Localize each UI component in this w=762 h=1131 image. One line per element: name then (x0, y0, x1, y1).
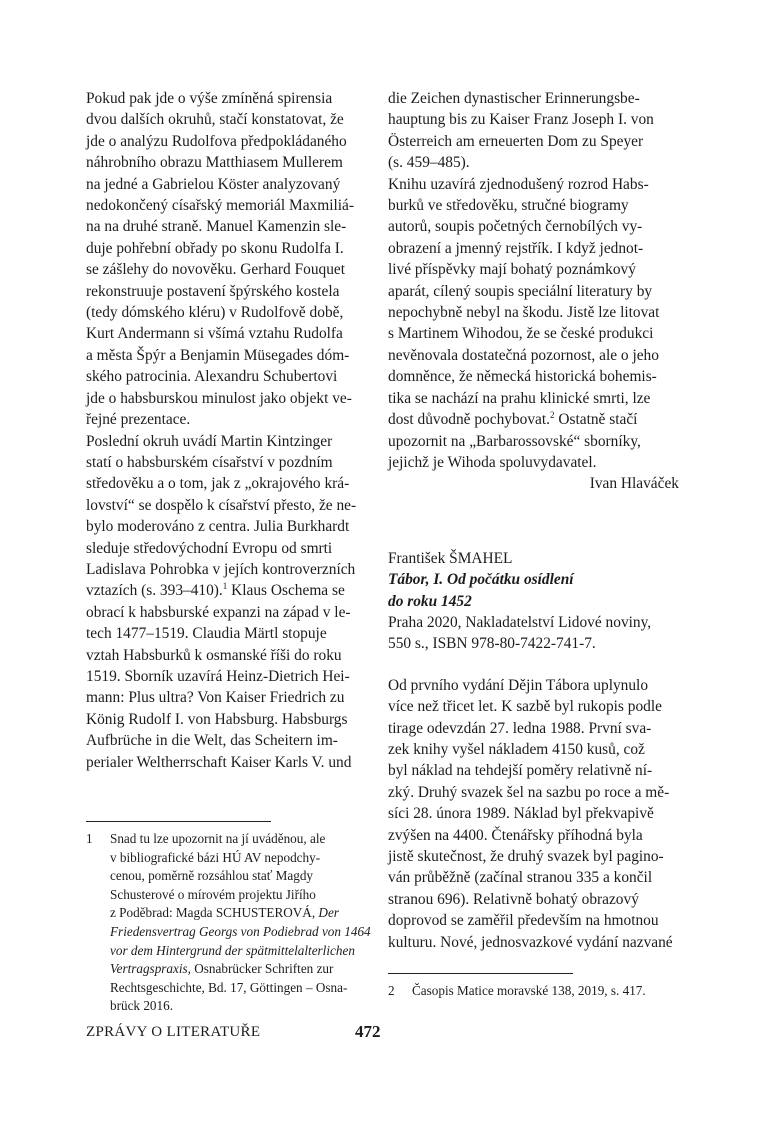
text-fragment: dost důvodně pochybovat. (388, 411, 551, 429)
text-line: perialer Weltherrschaft Kaiser Karls V. und (86, 753, 352, 771)
text-fragment: z Poděbrad: Magda SCHUSTEROVÁ, (110, 905, 316, 921)
text-line: jejichž je Wihoda spoluvydavatel. (388, 453, 597, 471)
text-line (86, 580, 377, 601)
author-first-name: František (388, 549, 446, 567)
right-paragraph-3 (388, 675, 679, 953)
text-line: aparát, cílený soupis speciální literatury by (388, 282, 653, 300)
author-last-name: ŠMAHEL (449, 549, 513, 567)
right-column (388, 88, 679, 1001)
text-line: cenou, poměrně rozsáhlou stať Magdy (110, 868, 314, 884)
text-line: nepochybně nebyl na škodu. Jistě lze litovat (388, 304, 660, 322)
publication-info: Praha 2020, Nakladatelství Lidové noviny, (388, 613, 652, 631)
text-line: lovství“ se dospělo k císařství přesto, že ne- (86, 496, 357, 514)
text-line: mann: Plus ultra? Von Kaiser Friedrich zu (86, 689, 345, 707)
footnote-number: 1 (86, 831, 93, 846)
footnote-2 (388, 982, 679, 1001)
review-signature: Ivan Hlaváček (589, 475, 679, 493)
text-line (110, 942, 377, 961)
text-line: zký. Druhý svazek šel na sazbu po roce a mě- (388, 783, 670, 801)
text-line: Rechtsgeschichte, Bd. 17, Göttingen – Osna- (110, 979, 348, 995)
text-line: Poslední okruh uvádí Martin Kintzinger (86, 432, 333, 450)
text-line: Aufbrüche in die Welt, das Scheitern im- (86, 732, 338, 750)
text-line: upozornit na „Barbarossovské“ sborníky, (388, 432, 641, 450)
footnote-marker-2[interactable]: 2 (550, 409, 555, 420)
left-paragraph-1 (86, 88, 377, 431)
text-line: síci 28. února 1989. Náklad byl překvapivě (388, 805, 654, 823)
text-line: (tedy dómského kléru) v Rudolfově době, (86, 304, 344, 322)
text-line: ván průběžně (začínal stranou 335 a končil (388, 869, 653, 887)
text-line: hauptung bis zu Kaiser Franz Joseph I. von (388, 111, 654, 129)
text-line: (s. 459–485). (388, 154, 470, 172)
footnote-number: 2 (388, 983, 395, 999)
text-line: jistě skutečnost, že druhý svazek byl pagino- (388, 848, 664, 865)
italic-text: Friedensvertrag Georgs von Podiebrad von 1464 (110, 923, 371, 939)
text-line: nedokončený císařský memoriál Maxmiliá- (86, 197, 354, 215)
page-number: 472 (355, 1022, 381, 1041)
italic-text: vor dem Hintergrund der spätmittelalterlichen (110, 942, 355, 958)
text-line (388, 409, 679, 430)
text-fragment: Ostatně stačí (554, 411, 638, 429)
text-line: autorů, soupis početných černobílých vy- (388, 218, 643, 236)
text-line: více než třicet let. K sazbě byl rukopis podle (388, 698, 662, 716)
publication-info: 550 s., ISBN 978-80-7422-741-7. (388, 635, 596, 653)
text-line: tech 1477–1519. Claudia Märtl stopuje (86, 625, 327, 643)
running-footer-section: ZPRÁVY O LITERATUŘE (86, 1024, 261, 1040)
text-line: Snad tu lze upozornit na jí uváděnou, ale (110, 831, 326, 846)
text-fragment: Osnabrücker Schriften zur (190, 961, 334, 977)
text-line: duje pohřební obřady po skonu Rudolfa I. (86, 239, 344, 257)
right-paragraph-2 (388, 174, 679, 474)
text-line: 1519. Sborník uzavírá Heinz-Dietrich Hei- (86, 667, 350, 685)
text-line: bylo moderováno z centra. Julia Burkhardt (86, 518, 350, 536)
text-line: tika se nachází na prahu klinické smrti, lze (388, 389, 651, 407)
text-line: die Zeichen dynastischer Erinnerungsbe- (388, 90, 640, 107)
text-line (110, 960, 377, 979)
text-line: řejné prezentace. (86, 411, 191, 429)
text-line: s Martinem Wihodou, že se české produkci (388, 325, 654, 343)
footnote-text: Časopis Matice moravské 138, 2019, s. 417. (412, 983, 646, 999)
text-line: Knihu uzavírá zjednodušený rozrod Habs- (388, 175, 649, 193)
text-fragment: vztazích (s. 393–410). (86, 582, 223, 600)
text-line: vztah Habsburků k osmanské říši do roku (86, 646, 342, 664)
text-line: rekonstruuje postavení špýrského kostela (86, 282, 340, 300)
book-title-line: do roku 1452 (388, 592, 472, 610)
text-line: v bibliografické bázi HÚ AV nepodchy- (110, 849, 321, 865)
left-paragraph-2 (86, 431, 377, 774)
footnote-marker-1[interactable]: 1 (222, 581, 228, 592)
book-title-line: Tábor, I. Od počátku osídlení (388, 571, 574, 589)
text-line: zvýšen na 4400. Čtenářsky příhodná byla (388, 826, 643, 844)
text-line (110, 904, 377, 923)
text-line: Pokud pak jde o výše zmíněná spirensia (86, 90, 333, 107)
text-line: domněnce, že německá historická bohemis- (388, 368, 657, 386)
text-line: se zášlehy do novověku. Gerhard Fouquet (86, 261, 346, 279)
text-line: dvou dalších okruhů, stačí konstatovat, že (86, 111, 344, 129)
italic-text: Vertragspraxis, (110, 961, 191, 977)
text-line: stranou 696). Relativně bohatý obrazový (388, 890, 639, 908)
book-review-header (388, 548, 679, 655)
text-line: obrazení a jmenný rejstřík. I když jednot- (388, 239, 644, 257)
text-line: jde o habsburskou minulost jako objekt ve- (86, 389, 352, 407)
text-line: tirage odevzdán 27. ledna 1988. První sva- (388, 719, 652, 737)
text-line: středověku a o tom, jak z „okrajového krá- (86, 475, 350, 493)
text-fragment: Klaus Oschema se (227, 582, 345, 600)
text-line: Od prvního vydání Dějin Tábora uplynulo (388, 676, 649, 694)
text-line: na jedné a Gabrielou Köster analyzovaný (86, 175, 341, 193)
text-line: zek knihy vyšel nákladem 4150 kusů, což (388, 740, 645, 758)
text-line: Ladislava Pohrobka v jejích kontroverzních (86, 560, 356, 578)
text-line: burků ve středověku, stručné biogramy (388, 197, 629, 215)
text-line: náhrobního obrazu Matthiasem Mullerem (86, 154, 343, 172)
italic-text: Der (318, 905, 339, 921)
text-line: sleduje středovýchodní Evropu od smrti (86, 539, 333, 557)
text-line: kulturu. Nové, jednosvazkové vydání nazvané (388, 933, 673, 951)
text-line: ského patrocinia. Alexandru Schubertovi (86, 368, 338, 386)
text-line: König Rudolf I. von Habsburg. Habsburgs (86, 710, 348, 728)
text-line: brück 2016. (110, 998, 173, 1014)
text-line: livé příspěvky mají bohatý poznámkový (388, 261, 636, 279)
text-line: byl náklad na tehdejší poměry relativně ní- (388, 762, 653, 780)
text-line: nevěnovala dostatečná pozornost, ale o jeho (388, 346, 659, 364)
text-line: Österreich am erneuerten Dom zu Speyer (388, 132, 644, 150)
footnote-text (110, 830, 377, 1016)
text-line: na na druhé straně. Manuel Kamenzin sle- (86, 218, 347, 236)
text-line: doprovod se zaměřil především na hmotnou (388, 912, 659, 930)
text-line (110, 923, 377, 942)
footnote-1 (86, 830, 377, 1016)
text-line: a města Špýr a Benjamin Müsegades dóm- (86, 346, 350, 364)
text-line: jde o analýzu Rudolfova předpokládaného (86, 132, 347, 150)
text-line: obrací k habsburské expanzi na západ v le- (86, 603, 351, 621)
text-line: Schusterové o mírovém projektu Jiřího (110, 886, 316, 902)
book-author (388, 548, 679, 569)
right-paragraph-1 (388, 88, 679, 174)
text-line: Kurt Andermann si všímá vztahu Rudolfa (86, 325, 343, 343)
left-column (86, 88, 377, 1016)
text-line: statí o habsburském císařství v pozdním (86, 453, 333, 471)
